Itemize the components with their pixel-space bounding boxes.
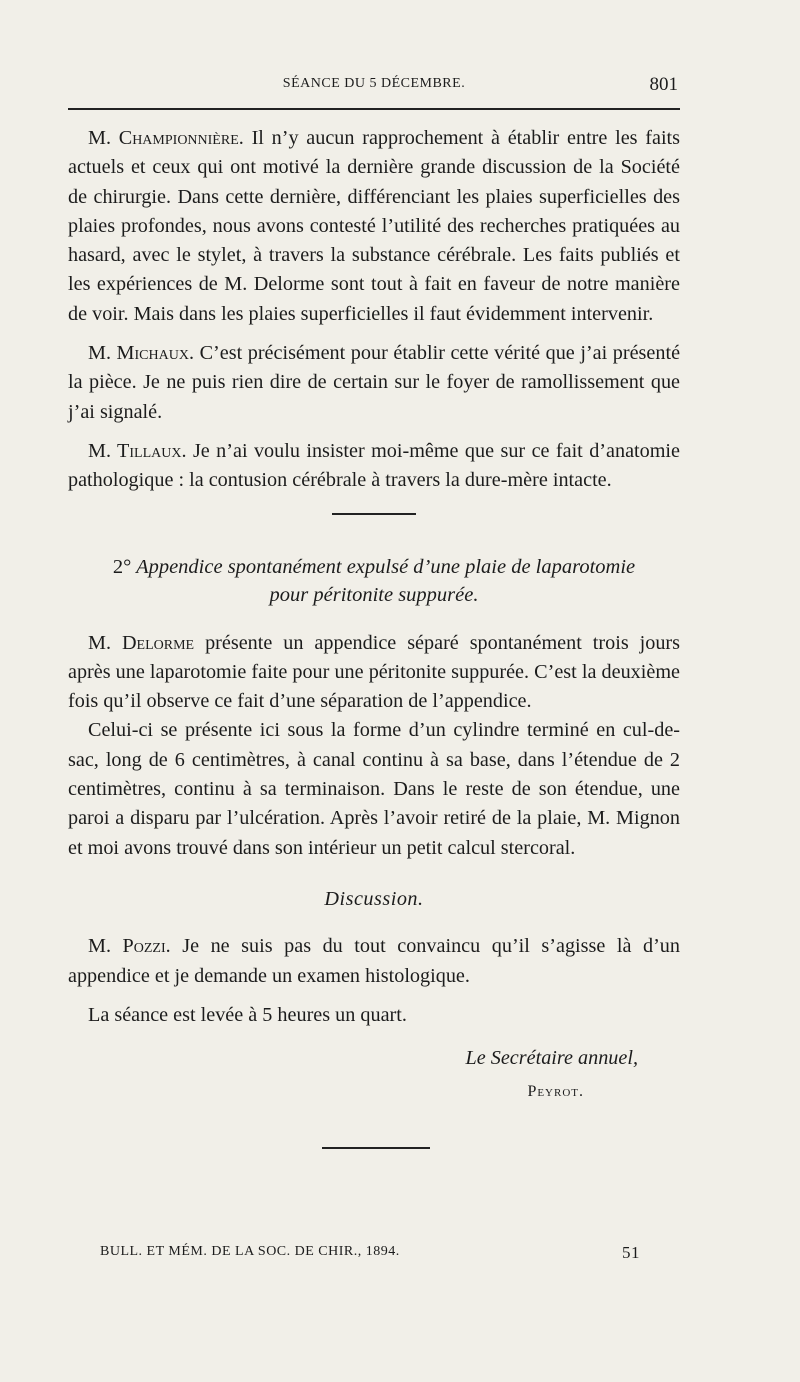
running-title: SÉANCE DU 5 DÉCEMBRE.	[282, 76, 466, 91]
closing-line: La séance est levée à 5 heures un quart.	[88, 1003, 407, 1026]
paragraph-text: C’est précisément pour établir cette vérité que j’ai présenté la pièce. Je ne puis rien dire de certain sur le foyer de ramollissement que j’ai signalé.	[68, 342, 681, 423]
speaker-name: M. Pozzi.	[88, 935, 171, 958]
section-title	[68, 553, 680, 609]
speaker-name: M. Tillaux.	[88, 439, 187, 462]
section-title-line-1	[68, 553, 680, 581]
section-number: 2°	[112, 555, 132, 578]
header-rule	[68, 108, 680, 110]
paragraph-text: Celui-ci se présente ici sous la forme d’un cylindre terminé en cul-de-sac, long de 6 centimètres, à canal continu à sa base, dans l’étendue de 2 centimètres, continu à sa terminaison. Dans le reste de son étendue, une paroi a disparu par l’ulcération. Après l’avoir retiré de la plaie, M. Mignon et moi avons trouvé dans son intérieur un petit calcul stercoral.	[68, 719, 680, 859]
signature-name: Peyrot.	[527, 1083, 584, 1101]
page-body	[68, 124, 680, 1149]
discussion-heading: Discussion.	[324, 887, 424, 910]
paragraph-pozzi	[68, 932, 680, 991]
paragraph-description	[68, 716, 680, 862]
paragraph-michaux	[68, 339, 680, 427]
section-title-text: Appendice spontanément expulsé d’une plaie de laparotomie	[136, 555, 636, 578]
section-divider	[332, 513, 416, 515]
signature-role: Le Secrétaire annuel,	[465, 1047, 638, 1070]
running-header	[68, 74, 680, 100]
section-title-line-2: pour péritonite suppurée.	[269, 583, 479, 606]
paragraph-tillaux	[68, 437, 680, 496]
footer-citation: BULL. ET MÉM. DE LA SOC. DE CHIR., 1894.	[100, 1244, 400, 1259]
paragraph-text: Je n’ai voulu insister moi-même que sur ce fait d’anatomie pathologique : la contusion cérébrale à travers la dure-mère intacte.	[68, 439, 681, 492]
signature-mark: 51	[622, 1243, 640, 1262]
page-number: 801	[649, 74, 678, 95]
paragraph-delorme	[68, 629, 680, 717]
page-footer	[100, 1244, 640, 1260]
speaker-name: M. Championnière.	[88, 127, 244, 149]
paragraph-championniere	[68, 124, 680, 329]
closing-divider	[322, 1147, 430, 1149]
speaker-name: M. Delorme	[88, 631, 195, 654]
paragraph-text: Il n’y aucun rapprochement à établir entre les faits actuels et ceux qui ont motivé la dernière grande discussion de la Société de chirurgie. Dans cette dernière, différenciant les plaies superficielles des plaies profondes, nous avons contesté l’utilité des recherches pratiquées au hasard, avec le stylet, à travers la substance cérébrale. Les faits publiés et les expériences de M. Delorme sont tout à fait en faveur de notre manière de voir. Mais dans les plaies superficielles il faut évidemment intervenir.	[68, 127, 681, 325]
speaker-name: M. Michaux.	[88, 342, 194, 365]
paragraph-text: présente un appendice séparé spontanément trois jours après une laparotomie faite pour une péritonite suppurée. C’est la deuxième fois qu’il observe ce fait d’une séparation de l’appendice.	[68, 631, 681, 713]
paragraph-text: Je ne suis pas du tout convaincu qu’il s’agisse là d’un appendice et je demande un examen histologique.	[68, 935, 680, 987]
